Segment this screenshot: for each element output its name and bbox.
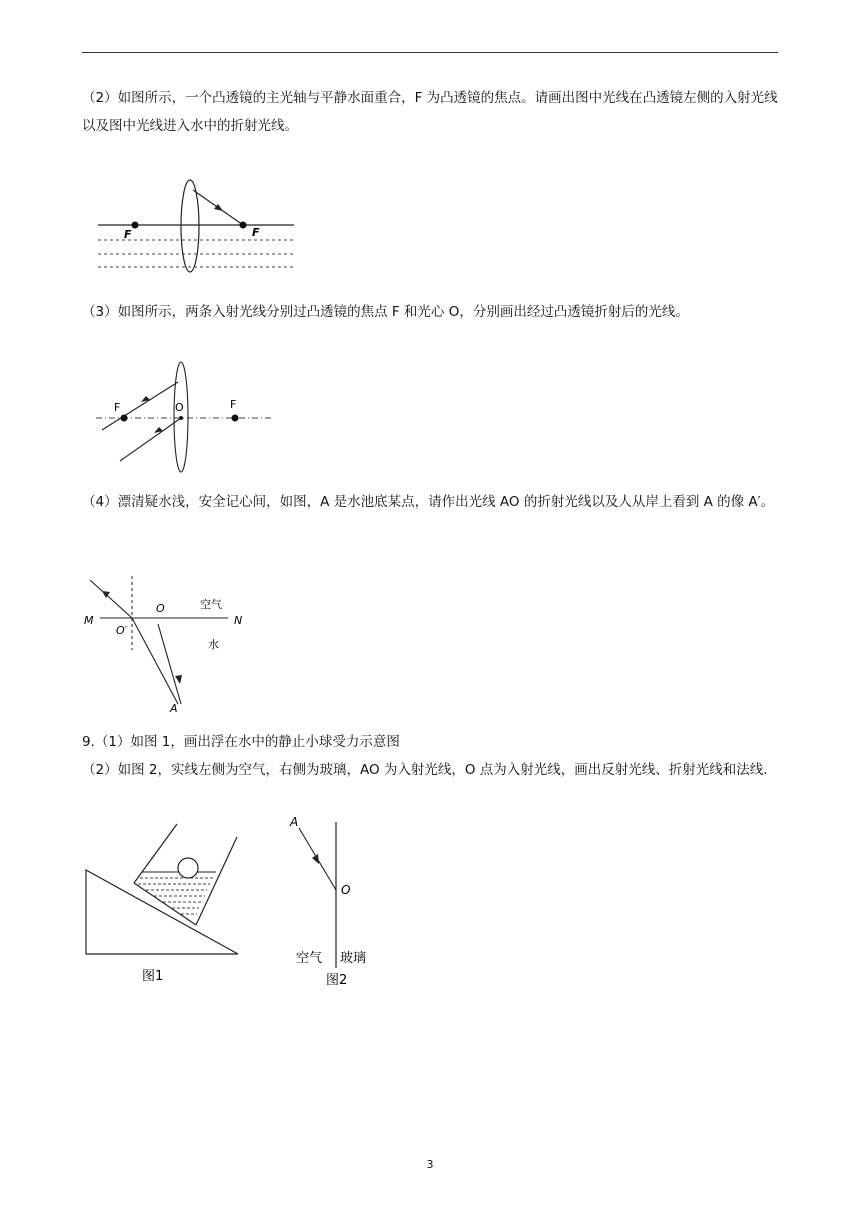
- focus-point-right: [240, 222, 247, 229]
- question-8-3-text: （3）如图所示，两条入射光线分别过凸透镜的焦点 F 和光心 O，分别画出经过凸透镜折射后的光线。: [82, 304, 689, 320]
- label-glass: 玻璃: [340, 951, 367, 966]
- container-left-wall: [134, 824, 177, 883]
- figure-water-refraction: [80, 572, 260, 712]
- water-hatching: [138, 878, 213, 914]
- optical-center: [179, 416, 183, 420]
- figure-2-air-glass: [284, 814, 394, 994]
- label-O-prime: O′: [116, 624, 128, 637]
- container-bottom: [134, 883, 196, 925]
- figure-1-incline-container: [82, 820, 242, 990]
- convex-lens: [181, 180, 199, 272]
- container-right-wall: [196, 837, 237, 925]
- ray-upper-left: [90, 580, 132, 618]
- label-air: 空气: [296, 951, 323, 966]
- header-rule: [82, 52, 778, 53]
- label-A: A: [170, 702, 178, 712]
- label-N: N: [234, 614, 243, 627]
- figure-2-caption: 图2: [326, 973, 348, 988]
- label-O: O: [156, 602, 165, 615]
- focus-label-left: F: [114, 401, 121, 414]
- focus-point-right: [232, 415, 239, 422]
- ray-to-A: [132, 618, 178, 704]
- question-9-2-text: （2）如图 2，实线左侧为空气，右侧为玻璃，AO 为入射光线，O 点为入射光线，画出反射光线、折射光线和法线.: [82, 762, 768, 778]
- question-8-4-text: （4）漂清疑水浅，安全记心间，如图，A 是水池底某点，请作出光线 AO 的折射光线以及人从岸上看到 A 的像 A′。: [82, 494, 775, 510]
- focus-point-left: [121, 415, 128, 422]
- question-8-2-text: （2）如图所示，一个凸透镜的主光轴与平静水面重合，F 为凸透镜的焦点。请画出图中光线在凸透镜左侧的入射光线以及图中光线进入水中的折射光线。: [82, 90, 778, 134]
- ray-arrow: [175, 675, 182, 684]
- focus-label-right: F: [252, 226, 260, 239]
- figure-lens-two-rays: [90, 356, 280, 476]
- center-label: O: [175, 401, 184, 414]
- label-O: O: [341, 883, 351, 897]
- ray-AO: [158, 624, 181, 704]
- label-M: M: [84, 614, 94, 627]
- page-number: 3: [426, 1158, 434, 1171]
- label-A: A: [290, 815, 299, 829]
- focus-label-right: F: [230, 398, 237, 411]
- figure-1-caption: 图1: [142, 969, 164, 984]
- focus-label-left: F: [124, 228, 132, 241]
- incident-ray-through-center: [120, 418, 181, 461]
- figure-lens-water: [90, 172, 310, 284]
- ball: [178, 858, 198, 878]
- label-air: 空气: [200, 598, 222, 611]
- focus-point-left: [132, 222, 139, 229]
- label-water: 水: [208, 638, 219, 651]
- question-9-1-text: 9.（1）如图 1，画出浮在水中的静止小球受力示意图: [82, 734, 400, 750]
